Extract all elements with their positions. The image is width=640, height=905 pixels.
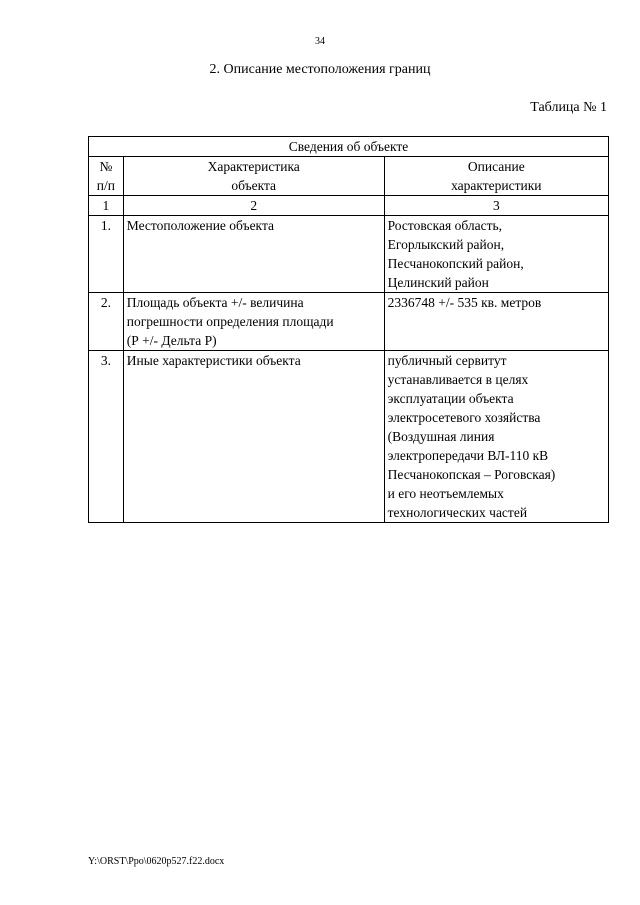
column-number: 3 xyxy=(384,196,608,216)
row-description xyxy=(384,351,608,523)
row-description xyxy=(384,216,608,293)
header-description-line: Описание xyxy=(467,159,525,174)
cell-line: (Воздушная линия xyxy=(387,429,495,444)
footer-file-path: Y:\ORST\Ppo\0620p527.f22.docx xyxy=(88,856,225,867)
column-number-row xyxy=(89,196,609,216)
table-row xyxy=(89,351,609,523)
page-number: 34 xyxy=(315,36,325,47)
cell-line: Площадь объекта +/- величина xyxy=(126,295,304,310)
cell-line: электропередачи ВЛ-110 кВ xyxy=(387,448,549,463)
cell-line: и его неотъемлемых xyxy=(387,486,504,501)
object-info-table xyxy=(88,136,609,523)
table-row xyxy=(89,216,609,293)
cell-line: 2336748 +/- 535 кв. метров xyxy=(387,295,542,310)
table-header-row xyxy=(89,157,609,196)
row-description xyxy=(384,293,608,351)
column-number: 2 xyxy=(123,196,384,216)
cell-line: Целинский район xyxy=(387,275,489,290)
header-num-line: п/п xyxy=(96,178,115,193)
header-description-line: характеристики xyxy=(451,178,542,193)
row-num: 3. xyxy=(89,351,124,523)
column-number: 1 xyxy=(89,196,124,216)
row-characteristic xyxy=(123,216,384,293)
cell-line: электросетевого хозяйства xyxy=(387,410,541,425)
row-characteristic xyxy=(123,351,384,523)
cell-line: Песчанокопский район, xyxy=(387,256,524,271)
header-characteristic-line: объекта xyxy=(231,178,277,193)
row-num: 1. xyxy=(89,216,124,293)
cell-line: Ростовская область, xyxy=(387,218,502,233)
row-num: 2. xyxy=(89,293,124,351)
cell-line: эксплуатации объекта xyxy=(387,391,514,406)
cell-line: Песчанокопская – Роговская) xyxy=(387,467,556,482)
section-title: 2. Описание местоположения границ xyxy=(209,62,431,77)
cell-line: технологических частей xyxy=(387,505,528,520)
cell-line: Егорлыкский район, xyxy=(387,237,505,252)
table-row xyxy=(89,293,609,351)
table-title-row xyxy=(89,137,609,157)
cell-line: Местоположение объекта xyxy=(126,218,274,233)
cell-line: погрешности определения площади xyxy=(126,314,334,329)
header-num-line: № xyxy=(99,159,113,174)
cell-line: Иные характеристики объекта xyxy=(126,353,301,368)
header-characteristic xyxy=(123,157,384,196)
row-characteristic xyxy=(123,293,384,351)
cell-line: публичный сервитут xyxy=(387,353,507,368)
table-caption: Таблица № 1 xyxy=(530,100,607,115)
header-characteristic-line: Характеристика xyxy=(207,159,300,174)
header-description xyxy=(384,157,608,196)
header-num xyxy=(89,157,124,196)
cell-line: (Р +/- Дельта Р) xyxy=(126,333,217,348)
table-title: Сведения об объекте xyxy=(89,137,609,157)
cell-line: устанавливается в целях xyxy=(387,372,529,387)
